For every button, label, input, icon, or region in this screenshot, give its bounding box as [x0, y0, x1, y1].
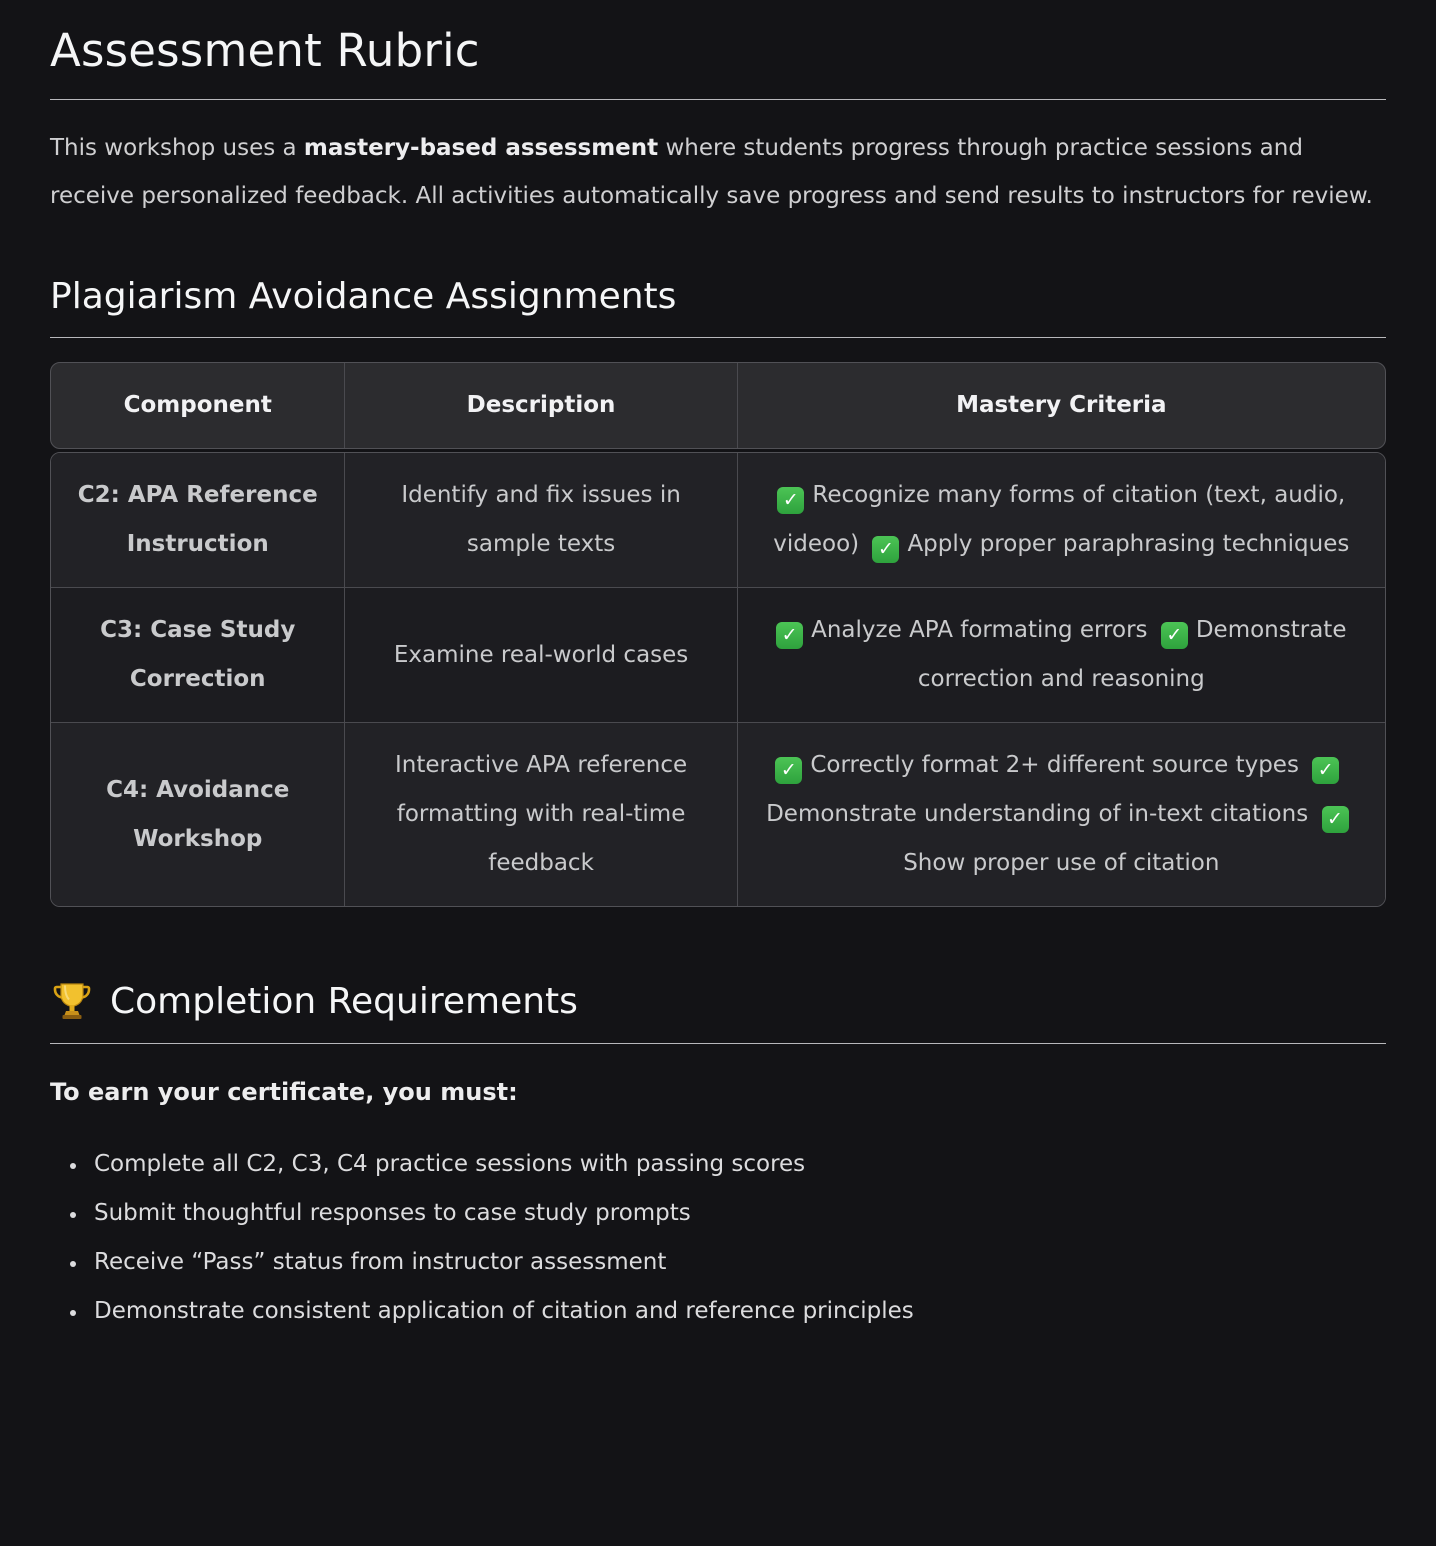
table-header-row [50, 362, 1386, 449]
description-cell: Examine real-world cases [344, 588, 736, 722]
table-row [51, 453, 1385, 587]
intro-text-pre: This workshop uses a [50, 135, 304, 161]
completion-heading-text: Completion Requirements [110, 980, 578, 1022]
table-body [50, 452, 1386, 907]
check-icon: ✓ [776, 622, 803, 649]
requirement-item: • Complete all C2, C3, C4 practice sessions with passing scores [88, 1140, 1386, 1189]
intro-text-post: where students progress through practice sessions and receive personalized feedback. All activities automatically save progress and send results to instructors for review. [50, 135, 1373, 209]
component-cell: C4: Avoidance Workshop [106, 776, 290, 852]
criteria-item: ✓ Apply proper paraphrasing techniques [866, 531, 1349, 557]
column-header-mastery-criteria: Mastery Criteria [737, 363, 1385, 448]
divider [50, 1043, 1386, 1044]
component-cell: C2: APA Reference Instruction [77, 482, 318, 557]
check-icon: ✓ [1161, 622, 1188, 649]
criteria-item: ✓Show proper use of citation [903, 801, 1356, 876]
check-icon: ✓ [1312, 757, 1339, 784]
requirement-item: • Receive “Pass” status from instructor assessment [88, 1238, 1386, 1287]
component-cell: C3: Case Study Correction [100, 617, 296, 692]
divider [50, 99, 1386, 100]
criteria-item: ✓ Correctly format 2+ different source types [775, 752, 1299, 778]
completion-heading [50, 979, 1386, 1023]
table-row [51, 722, 1385, 906]
check-icon: ✓ [777, 487, 804, 514]
requirements-list [88, 1140, 1386, 1336]
criteria-item: ✓ Demonstrate correction and reasoning [917, 617, 1347, 692]
criteria-item: ✓Demonstrate understanding of in-text citations [766, 752, 1347, 827]
intro-paragraph [50, 124, 1386, 220]
table-row [51, 587, 1385, 722]
criteria-item: ✓ Recognize many forms of citation (text, audio, videoo) [773, 482, 1346, 557]
column-header-description: Description [344, 363, 736, 448]
intro-text-bold: mastery-based assessment [303, 135, 659, 161]
description-cell: Identify and fix issues in sample texts [344, 453, 736, 587]
page-title: Assessment Rubric [50, 24, 480, 77]
requirement-item: • Demonstrate consistent application of citation and reference principles [88, 1287, 1386, 1336]
assignments-heading: Plagiarism Avoidance Assignments [50, 276, 677, 317]
trophy-icon [50, 979, 94, 1023]
assignments-table [50, 362, 1386, 907]
column-header-component: Component [123, 392, 272, 418]
criteria-cell [737, 723, 1385, 906]
criteria-item: ✓ Analyze APA formating errors [776, 617, 1147, 643]
description-cell: Interactive APA reference formatting with real-time feedback [344, 723, 736, 906]
criteria-cell [737, 588, 1385, 722]
check-icon: ✓ [872, 536, 899, 563]
check-icon: ✓ [775, 757, 802, 784]
divider [50, 337, 1386, 338]
completion-lead: To earn your certificate, you must: [50, 1078, 518, 1106]
check-icon: ✓ [1322, 806, 1349, 833]
criteria-cell [737, 453, 1385, 587]
requirement-item: • Submit thoughtful responses to case study prompts [88, 1189, 1386, 1238]
